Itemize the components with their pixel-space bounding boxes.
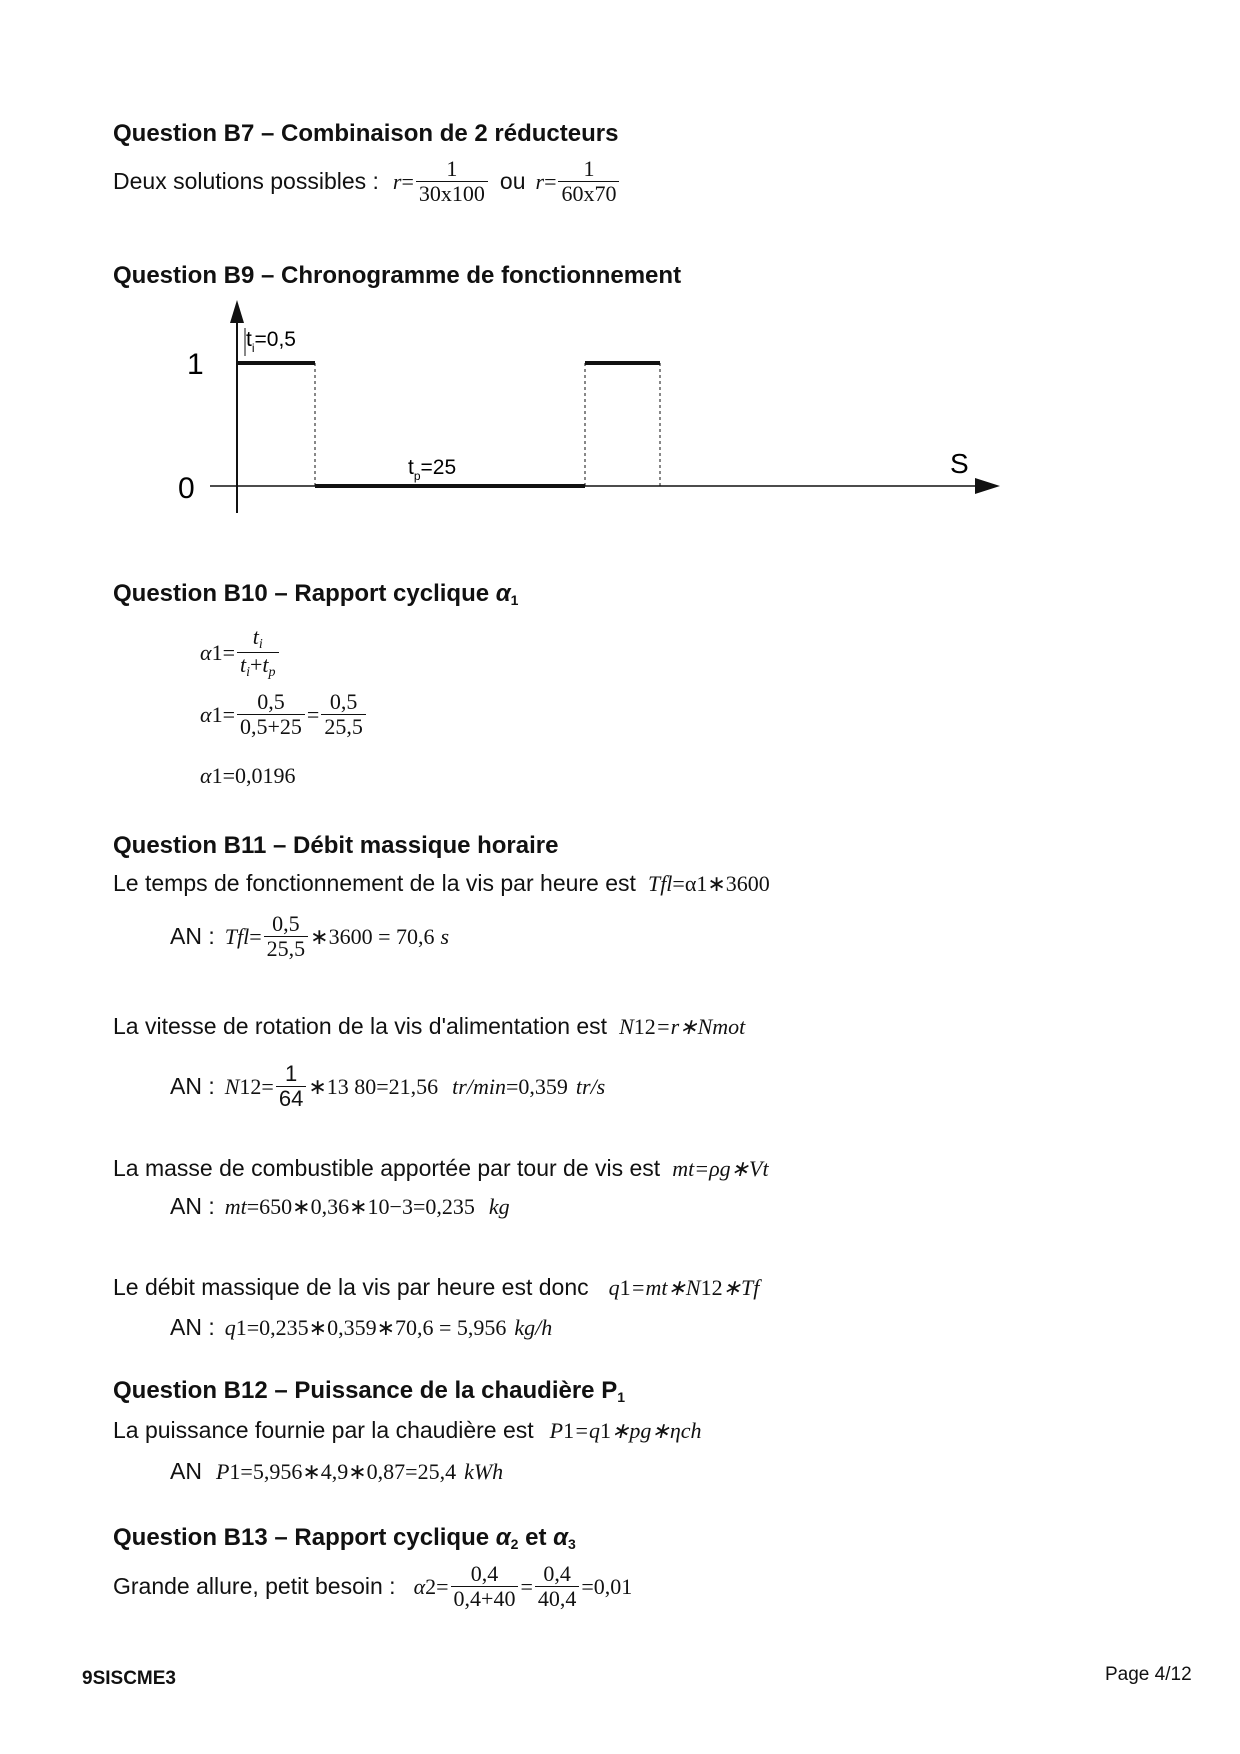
b11-p4-a: =m bbox=[630, 1274, 662, 1300]
chronogram bbox=[170, 298, 1010, 520]
b11-an1-T: T bbox=[224, 923, 237, 949]
b12-title-text: Question B12 – Puissance de la chaudière P bbox=[113, 1377, 618, 1404]
b10-title bbox=[113, 580, 518, 608]
b13-title-a2: α bbox=[495, 1524, 511, 1551]
b11-an3-exp: −3 bbox=[389, 1193, 413, 1219]
b13-alpha-sub: 2 bbox=[425, 1573, 437, 1599]
b10-f1-den-a: t bbox=[239, 652, 247, 678]
b12-an-expr: =5,956∗4,9∗0,87=25,4 bbox=[240, 1458, 457, 1484]
ti-label: $t_i=0,5$ bbox=[246, 328, 296, 355]
b11-p4-a-sub: t bbox=[661, 1274, 668, 1300]
b10-f3-alpha: α bbox=[200, 763, 212, 788]
b10-f1-num: t bbox=[252, 624, 259, 649]
b7-den2: 60x70 bbox=[558, 181, 619, 206]
b11-an2-N: N bbox=[224, 1073, 240, 1099]
b11-p3-m-sub: t bbox=[688, 1155, 695, 1181]
b10-f2-alpha: α bbox=[200, 701, 212, 727]
b10-f1-fraction bbox=[237, 625, 279, 681]
b13-title-et: et bbox=[518, 1524, 554, 1551]
b11-p2-text: La vitesse de rotation de la vis d'alimentation est bbox=[113, 1013, 608, 1039]
footer-page-number: Page 4/12 bbox=[1105, 1664, 1192, 1685]
b11-an2: AN : N 12 = $\frac{1}{64}$ ∗13 80=21,56 tr/min =0,359 tr/s bbox=[170, 1061, 606, 1112]
b10-f3-result: =0,0196 bbox=[222, 763, 296, 788]
b7-line bbox=[113, 157, 621, 206]
b12-p: ∗p bbox=[610, 1417, 641, 1443]
b11-an1-label: AN : bbox=[170, 923, 215, 950]
b10-formula-3 bbox=[200, 765, 295, 787]
b10-f3-alpha-sub: 1 bbox=[211, 763, 223, 788]
b12-an-P-sub: 1 bbox=[229, 1458, 241, 1484]
b13-num1: 0,4 bbox=[470, 1561, 499, 1586]
x-axis-arrow bbox=[975, 478, 1000, 494]
b11-p1-rhs: =α bbox=[672, 870, 697, 896]
b11-an1-fraction bbox=[264, 912, 309, 961]
b13-num2: 0,4 bbox=[543, 1561, 571, 1586]
b11-an2-den: 64 bbox=[276, 1086, 306, 1111]
b12-eta: ∗η bbox=[651, 1417, 681, 1443]
b11-an4-label: AN : bbox=[170, 1314, 215, 1340]
b11-an1-unit: s bbox=[440, 923, 450, 949]
b11-p4-text: Le débit massique de la vis par heure est donc bbox=[113, 1274, 589, 1300]
b13-title-a2-sub: 2 bbox=[510, 1536, 519, 1552]
b11-an4-expr: =0,235∗0,359∗70,6 = 5,956 bbox=[246, 1314, 507, 1340]
b11-p4 bbox=[113, 1274, 759, 1301]
b10-f1-den-b-sub: p bbox=[268, 665, 276, 681]
b7-intro: Deux solutions possibles : bbox=[113, 168, 379, 195]
b11-p4-c: ∗T bbox=[722, 1274, 754, 1300]
y-axis-arrow bbox=[230, 300, 244, 323]
b12-p1 bbox=[113, 1417, 702, 1444]
b7-ou: ou bbox=[499, 168, 526, 195]
b12-an bbox=[170, 1458, 503, 1485]
b7-r2: r bbox=[535, 168, 545, 194]
b11-an3 bbox=[170, 1193, 510, 1220]
b11-an2-unit2: tr/s bbox=[575, 1073, 606, 1099]
b10-formula-2: α 1 = $\frac{0,5}{0,5+25}$ = $\frac{0,5}{25,5}$ bbox=[200, 690, 368, 739]
b12-p-sub: g bbox=[640, 1417, 652, 1443]
b11-p2 bbox=[113, 1013, 745, 1040]
b11-p4-q: q bbox=[608, 1274, 620, 1300]
b10-f2-fraction-1 bbox=[237, 690, 305, 739]
b12-title bbox=[113, 1377, 625, 1405]
b11-an4-unit: kg/h bbox=[514, 1314, 553, 1340]
b11-an4-q-sub: 1 bbox=[235, 1314, 247, 1340]
b10-f1-num-sub: i bbox=[258, 637, 263, 652]
b12-eta-sub: ch bbox=[680, 1417, 702, 1443]
b10-f2-num2: 0,5 bbox=[329, 689, 358, 714]
b7-num1: 1 bbox=[446, 156, 458, 181]
x-axis-label: S bbox=[950, 448, 969, 479]
b11-an3-unit: kg bbox=[488, 1193, 510, 1219]
b11-an2-unit1: tr/min bbox=[452, 1073, 506, 1099]
b11-p1-T-sub: fl bbox=[660, 870, 673, 896]
b10-f1-plus: + bbox=[250, 652, 263, 678]
b11-an2-num: 1 bbox=[284, 1061, 298, 1086]
b10-f2-fraction-2 bbox=[321, 690, 366, 739]
b11-an3-m: m bbox=[224, 1193, 241, 1219]
b11-an1-T-sub: fl bbox=[236, 923, 250, 949]
b10-formula-1: α 1 = $\frac{t_i}{t_i+t_p}$ bbox=[200, 625, 281, 681]
b10-f1-alpha-sub: 1 bbox=[211, 639, 223, 665]
b13-title-a3: α bbox=[553, 1524, 569, 1551]
b11-p3-rho-sub: g bbox=[719, 1155, 731, 1181]
b11-p1-T: T bbox=[647, 870, 661, 896]
footer-code: 9SISCME3 bbox=[82, 1668, 176, 1689]
b10-title-alpha-sub: 1 bbox=[510, 592, 519, 608]
b13-fraction-1 bbox=[451, 1562, 519, 1611]
b12-an-unit: kWh bbox=[464, 1458, 504, 1484]
b11-an1: AN : T fl = $\frac{0,5}{25,5}$ ∗3600 = 70,6 s bbox=[170, 911, 450, 962]
b11-p2-N-sub: 12 bbox=[633, 1013, 656, 1039]
b7-r1: r bbox=[392, 168, 402, 194]
b11-p4-b-sub: 12 bbox=[700, 1274, 723, 1300]
b11-an3-expr: =650∗0,36∗10 bbox=[246, 1193, 390, 1219]
b11-p3-v-sub: t bbox=[762, 1155, 769, 1181]
b11-an2-fraction bbox=[276, 1062, 306, 1111]
b13-title-a3-sub: 3 bbox=[568, 1536, 576, 1552]
b13-title bbox=[113, 1524, 576, 1552]
b12-p1-text: La puissance fournie par la chaudière est bbox=[113, 1417, 534, 1443]
b11-p2-N: N bbox=[619, 1013, 634, 1039]
b11-an1-tail: ∗3600 = 70,6 bbox=[310, 923, 435, 949]
b12-eq: =q bbox=[574, 1417, 600, 1443]
b13-fraction-2 bbox=[535, 1562, 580, 1611]
b11-an3-label: AN : bbox=[170, 1193, 215, 1219]
b10-f1-alpha: α bbox=[200, 639, 212, 665]
b13-den1: 0,4+40 bbox=[451, 1586, 519, 1611]
b10-f2-alpha-sub: 1 bbox=[211, 701, 223, 727]
b11-p3-m: m bbox=[672, 1155, 689, 1181]
b11-an1-num: 0,5 bbox=[272, 911, 300, 936]
b11-an2-label: AN : bbox=[170, 1073, 215, 1100]
b13-result: =0,01 bbox=[581, 1573, 633, 1599]
b7-fraction-1 bbox=[416, 157, 488, 206]
b10-f2-num1: 0,5 bbox=[257, 689, 285, 714]
b11-an4-q: q bbox=[224, 1314, 236, 1340]
y-tick-1: 1 bbox=[187, 348, 204, 381]
b13-den2: 40,4 bbox=[535, 1586, 580, 1611]
b11-p1-tail: ∗3600 bbox=[707, 870, 770, 896]
b12-an-P: P bbox=[215, 1458, 230, 1484]
b11-p1-rhs-sub: 1 bbox=[696, 870, 708, 896]
b12-P: P bbox=[549, 1417, 564, 1443]
b12-q-sub: 1 bbox=[599, 1417, 611, 1443]
b11-p3 bbox=[113, 1155, 769, 1182]
b7-title: Question B7 – Combinaison de 2 réducteurs bbox=[113, 120, 619, 147]
b11-an4 bbox=[170, 1314, 552, 1341]
b10-title-text: Question B10 – Rapport cyclique bbox=[113, 580, 496, 607]
b10-f2-den2: 25,5 bbox=[321, 714, 366, 739]
b10-f1-den-a-sub: i bbox=[246, 665, 250, 681]
b13-p1-text: Grande allure, petit besoin : bbox=[113, 1573, 396, 1600]
b11-an3-m-sub: t bbox=[240, 1193, 247, 1219]
b11-p4-q-sub: 1 bbox=[619, 1274, 631, 1300]
b11-an2-N-sub: 12 bbox=[239, 1073, 262, 1099]
b11-an2-mid: =0,359 bbox=[505, 1073, 568, 1099]
b11-title: Question B11 – Débit massique horaire bbox=[113, 832, 559, 859]
b11-an2-tail: ∗13 80=21,56 bbox=[308, 1073, 439, 1099]
b7-num2: 1 bbox=[583, 156, 595, 181]
b13-p1: Grande allure, petit besoin : α 2 = $\frac{0,4}{0,4+40}$ = $\frac{0,4}{40,4}$ =0,01 bbox=[113, 1561, 633, 1612]
b12-an-label: AN bbox=[170, 1458, 202, 1484]
b11-p1-text: Le temps de fonctionnement de la vis par heure est bbox=[113, 870, 636, 896]
y-tick-0: 0 bbox=[178, 472, 195, 505]
b10-f1-den-b: t bbox=[262, 652, 269, 678]
b11-p2-mid: =r∗N bbox=[655, 1013, 713, 1039]
b11-p4-b: ∗N bbox=[667, 1274, 701, 1300]
b11-p3-eq: =ρ bbox=[694, 1155, 720, 1181]
b10-f2-den1: 0,5+25 bbox=[237, 714, 305, 739]
b11-an3-result: =0,235 bbox=[412, 1193, 475, 1219]
b7-den1: 30x100 bbox=[416, 181, 488, 206]
b11-p2-mot-sub: mot bbox=[712, 1013, 746, 1039]
b13-title-text: Question B13 – Rapport cyclique bbox=[113, 1524, 496, 1551]
tp-label: $t_p=25$ bbox=[408, 456, 457, 483]
b11-an1-den: 25,5 bbox=[264, 936, 309, 961]
b13-alpha: α bbox=[413, 1573, 426, 1599]
b11-p4-c-sub: f bbox=[753, 1274, 760, 1300]
b9-title: Question B9 – Chronogramme de fonctionnement bbox=[113, 262, 682, 289]
b11-p3-text: La masse de combustible apportée par tour de vis est bbox=[113, 1155, 661, 1181]
b7-eq2: = bbox=[544, 168, 557, 194]
b7-fraction-2 bbox=[558, 157, 619, 206]
b12-title-sub: 1 bbox=[617, 1389, 625, 1405]
b12-P-sub: 1 bbox=[563, 1417, 575, 1443]
b10-title-alpha: α bbox=[495, 580, 511, 607]
b7-eq1: = bbox=[401, 168, 414, 194]
b11-p3-mul: ∗V bbox=[730, 1155, 763, 1181]
b11-p1 bbox=[113, 870, 770, 897]
